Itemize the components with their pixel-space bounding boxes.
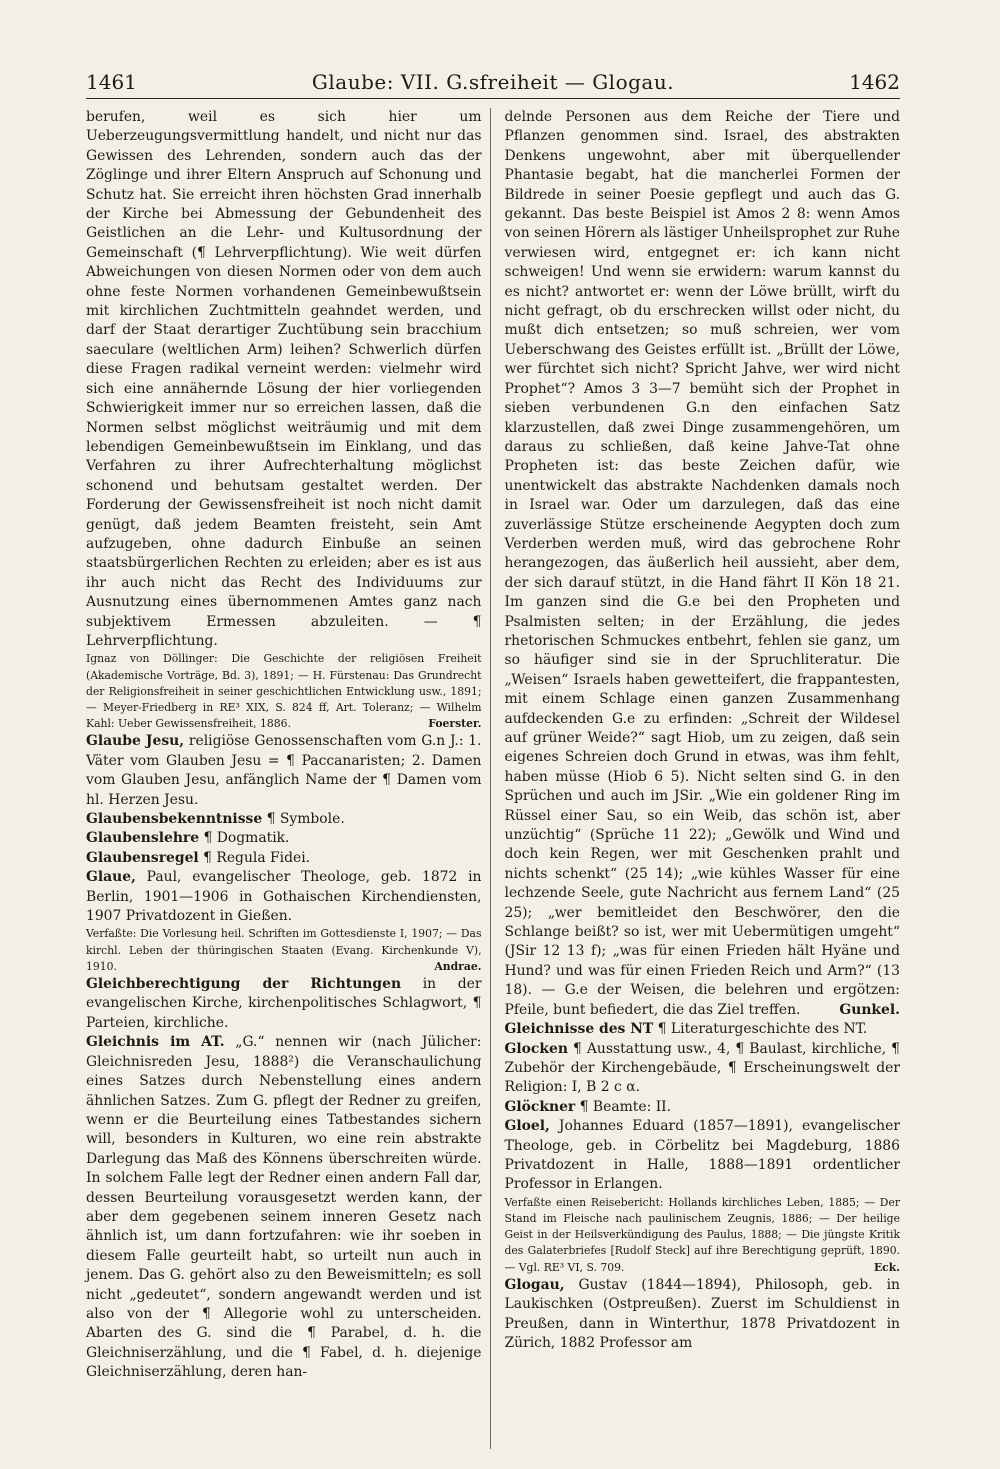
- left-page-number: 1461: [86, 70, 137, 94]
- entry-text: Paul, evangelischer Theologe, geb. 1872 in Berlin, 1901—1906 in Gothaischen Kirchendiensten, 1907 Privatdozent in Gießen.: [86, 869, 482, 925]
- entry-text: ¶ Symbole.: [262, 811, 345, 828]
- entry-glaubensregel: [86, 849, 482, 868]
- paragraph-text: delnde Personen aus dem Reiche der Tiere und Pflanzen genommen sind. Israel, des abstrakten Denkens ungewohnt, aber mit überquellender Phantasie begabt, hat die mancherlei Formen der Bildrede in seiner Poesie gepflegt und auch das G. gekannt. Das beste Beispiel ist Amos 2 8: wenn Amos von seinen Hörern als lästiger Unheilsprophet zur Ruhe verwiesen wird, entgegnet er: ich kann nicht schweigen! Und wenn sie erwidern: warum kannst du es nicht? antwortet er: wenn der Löwe brüllt, wirft du nicht gefragt, ob du erschrecken willst oder nicht, du mußt dich entsetzen; so muß schreien, wer vom Ueberschwang des Geistes erfüllt ist. „Brüllt der Löwe, wer fürchtet sich nicht? Spricht Jahve, wer wird nicht Prophet“? Amos 3 3—7 bemüht sich der Prophet in sieben verbundenen G.n den einfachen Satz klarzustellen, daß zwei Dinge zusammengehören, um daraus zu schließen, daß keine Jahve-Tat ohne Propheten ist: das beste Zeichen dafür, wie unentwickelt das abstrakte Nachdenken damals noch in Israel war. Oder um darzulegen, daß das eine zuverlässige Stütze erscheinende Aegypten doch zum Verderben werden muß, wird das gebrochene Rohr herangezogen, das äußerlich heil aussieht, aber dem, der sich darauf stützt, in die Hand fährt II Kön 18 21. Im ganzen sind die G.e bei den Propheten und Psalmisten selten; in der Erzählung, die jedes rhetorischen Schmuckes entbehrt, fehlen sie ganz, um so häufiger sind sie in der Spruchliteratur. Die „Weisen“ Israels haben gewetteifert, die frappantesten, mit einem Schlage einen ganzen Zusammenhang aufdeckenden G.e zu erfinden: „Schreit der Wildesel auf grüner Weide?“ sagt Hiob, um zu zeigen, daß sein eigenes Schreien doch Grund in etwas, was ihm fehlt, haben müsse (Hiob 6 5). Nicht selten sind G. in den Sprüchen und auch im JSir. „Wie ein goldener Ring im Rüssel einer Sau, so ein Weib, das schön ist, aber unzüchtig“ (Sprüche 11 22); „Gewölk und Wind und doch kein Regen, wer mit Geschenken prahlt und nichts schenkt“ (25 14); „wie kühles Wasser für eine lechzende Seele, gute Nachricht aus fernem Land“ (25 25); „wer bemitleidet den Beschwörer, den die Schlange beißt? so ist, wer mit Uebermütigen umgeht“ (JSir 12 13 f); „was für einen Frieden hält Hyäne und Hund? und was für einen Frieden Reich und Arm?“ (13 18). — G.e der Weisen, die belehren und ergötzen: Pfeile, bunt befiedert, die das Ziel treffen.: [504, 109, 900, 1018]
- entry-text: ¶ Regula Fidei.: [198, 849, 311, 866]
- literature-text: Ignaz von Döllinger: Die Geschichte der religiösen Freiheit (Akademische Vorträge, Bd. 3), 1891; — H. Fürstenau: Das Grundrecht der Religionsfreiheit in seiner geschichtlichen Entwicklung usw., 1891; — Meyer-Friedberg in RE³ XIX, S. 824 ff, Art. Toleranz; — Wilhelm Kahl: Ueber Gewissensfreiheit, 1886.: [86, 652, 482, 731]
- entry-glaue: [86, 868, 482, 926]
- entry-head: Glaubensregel: [86, 849, 199, 866]
- entry-gleichnis-im-at: [86, 1033, 482, 1382]
- left-column: [86, 108, 490, 1449]
- paragraph: berufen, weil es sich hier um Ueberzeugungsvermittlung handelt, und nicht nur das Gewissen des Lehrenden, sondern auch das der Zöglinge und ihrer Eltern Anspruch auf Schonung und Schutz hat. Sie erreicht ihren höchsten Grad innerhalb der Kirche bei Abmessung der Gebundenheit des Geistlichen an die Lehr- und Kultusordnung der Gemeinschaft (¶ Lehrverpflichtung). Wie weit dürfen Abweichungen von diesen Normen oder von dem auch ohne feste Normen vorhandenen Gemeinbewußtsein mit kirchlichen Zuchtmitteln geahndet werden, und darf der Staat derartiger Zuchtübung sein bracchium saeculare (weltlichen Arm) leihen? Schwerlich dürfen diese Fragen radikal verneint werden: vielmehr wird sich eine annähernde Lösung der hier vorliegenden Schwierigkeit immer nur so erreichen lassen, daß die Normen selbst möglichst weiträumig und mit dem lebendigen Gemeinbewußtsein im Einklang, und das Verfahren zu ihrer Aufrechterhaltung möglichst schonend und behutsam gestaltet werden. Der Forderung der Gewissensfreiheit ist noch nicht damit genügt, daß jedem Beamten freisteht, sein Amt aufzugeben, ohne dadurch Einbuße an seinen staatsbürgerlichen Rechten zu erleiden; aber es ist aus ihr auch nicht das Recht des Individuums zur Ausnutzung eines übernommenen Amtes ganz nach subjektivem Ermessen abzuleiten. — ¶ Lehrverpflichtung.: [86, 109, 482, 649]
- entry-text: religiöse Genossenschaften vom G.n J.: 1. Väter vom Glauben Jesu = ¶ Paccanaristen; 2. Damen vom Glauben Jesu, anfänglich Name der ¶ Damen vom hl. Herzen Jesu.: [86, 733, 482, 808]
- entry-gloeckner: [505, 1098, 901, 1117]
- entry-head: Gloel,: [504, 1118, 550, 1135]
- entry-text: ¶ Ausstattung usw., 4, ¶ Baulast, kirchliche, ¶ Zubehör der Kirchengebäude, ¶ Erscheinungswelt der Religion: I, B 2 c α.: [504, 1040, 900, 1096]
- two-column-body: [86, 108, 900, 1449]
- running-title: Glaube: VII. G.sfreiheit — Glogau.: [311, 70, 675, 94]
- right-page-number: 1462: [849, 70, 900, 94]
- entry-head: Gleichberechtigung der Richtungen: [86, 976, 402, 993]
- entry-gleichberechtigung: [86, 975, 482, 1033]
- entry-head: Gleichnisse des NT: [504, 1021, 654, 1038]
- right-column: [490, 108, 901, 1449]
- literature-text: Verfaßte: Die Vorlesung heil. Schriften im Gottesdienste I, 1907; — Das kirchl. Leben der thüringischen Staaten (Evang. Kirchenkunde V), 1910.: [86, 927, 482, 973]
- entry-head: Glaubensbekenntnisse: [86, 811, 263, 828]
- entry-head: Glaue,: [86, 869, 136, 886]
- author-signature: Andrae.: [434, 959, 482, 973]
- running-header: [86, 60, 900, 99]
- entry-text: ¶ Beamte: II.: [575, 1098, 672, 1115]
- entry-head: Glogau,: [504, 1276, 565, 1293]
- entry-head: Glocken: [504, 1040, 568, 1057]
- entry-glaube-jesu: [86, 732, 482, 810]
- entry-glaubensbekenntnisse: [86, 810, 482, 829]
- author-signature: Eck.: [873, 1260, 900, 1274]
- entry-text: Johannes Eduard (1857—1891), evangelischer Theologe, geb. in Cörbelitz bei Magdeburg, 1886 Privatdozent in Halle, 1888—1891 ordentlicher Professor in Erlangen.: [504, 1118, 900, 1193]
- entry-glaubenslehre: [86, 829, 482, 848]
- entry-head: Glöckner: [504, 1098, 576, 1115]
- entry-head: Gleichnis im AT.: [86, 1034, 225, 1051]
- entry-text: Gustav (1844—1894), Philosoph, geb. in Laukischken (Ostpreußen). Zuerst im Schuldienst in Preußen, dann in Winterthur, 1878 Privatdozent in Zürich, 1882 Professor am: [504, 1276, 900, 1351]
- entry-text: „G.“ nennen wir (nach Jülicher: Gleichnisreden Jesu, 1888²) die Veranschaulichung eines Satzes durch Nebenstellung eines andern ähnlichen Satzes. Zum G. pflegt der Redner zu greifen, wenn er die Beurteilung eines Tatbestandes sichern will, besonders in Kulturen, wo eine rein abstrakte Darlegung das Maß des Könnens überschreiten würde. In solchem Falle legt der Redner einen andern Fall dar, dessen Beurteilung vorausgesetzt werden kann, der aber dem gegebenen seinem inneren Gesetz nach ähnlich ist, um dann fortzufahren: wie ihr soeben in diesem Falle geurteilt habt, so urteilt nun auch in jenem. Das G. gehört also zu den Beweismitteln; es soll nicht „gedeutet“, sondern angewandt werden und ist also von der ¶ Allegorie wohl zu unterscheiden. Abarten des G. sind die ¶ Parabel, d. h. die Gleichniserzählung, und die ¶ Fabel, d. h. diejenige Gleichniserzählung, deren han-: [86, 1034, 482, 1381]
- entry-text: ¶ Dogmatik.: [199, 830, 290, 847]
- entry-head: Glaube Jesu,: [86, 733, 185, 750]
- literature-note: [86, 926, 482, 975]
- entry-glocken: [505, 1040, 901, 1098]
- entry-gleichnisse-des-nt: [505, 1020, 901, 1039]
- literature-note: [86, 651, 482, 732]
- entry-head: Glaubenslehre: [86, 830, 200, 847]
- entry-glogau: [505, 1276, 901, 1354]
- literature-text: Verfaßte einen Reisebericht: Hollands kirchliches Leben, 1885; — Der Stand im Fleische nach paulinischem Zeugnis, 1886; — Der heilige Geist in der Heilsverkündigung des Paulus, 1888; — Die jüngste Kritik des Galaterbriefes [Rudolf Steck] auf ihre Berechtigung geprüft, 1890. — Vgl. RE³ VI, S. 709.: [504, 1195, 900, 1274]
- entry-text: ¶ Literaturgeschichte des NT.: [653, 1021, 868, 1038]
- entry-gloel: [505, 1117, 901, 1195]
- author-signature: Foerster.: [428, 717, 482, 731]
- entry-text: in der evangelischen Kirche, kirchenpolitisches Schlagwort, ¶ Parteien, kirchliche.: [86, 976, 482, 1031]
- literature-note: [505, 1195, 901, 1276]
- paragraph: [505, 108, 901, 1020]
- author-signature: Gunkel.: [839, 1001, 900, 1018]
